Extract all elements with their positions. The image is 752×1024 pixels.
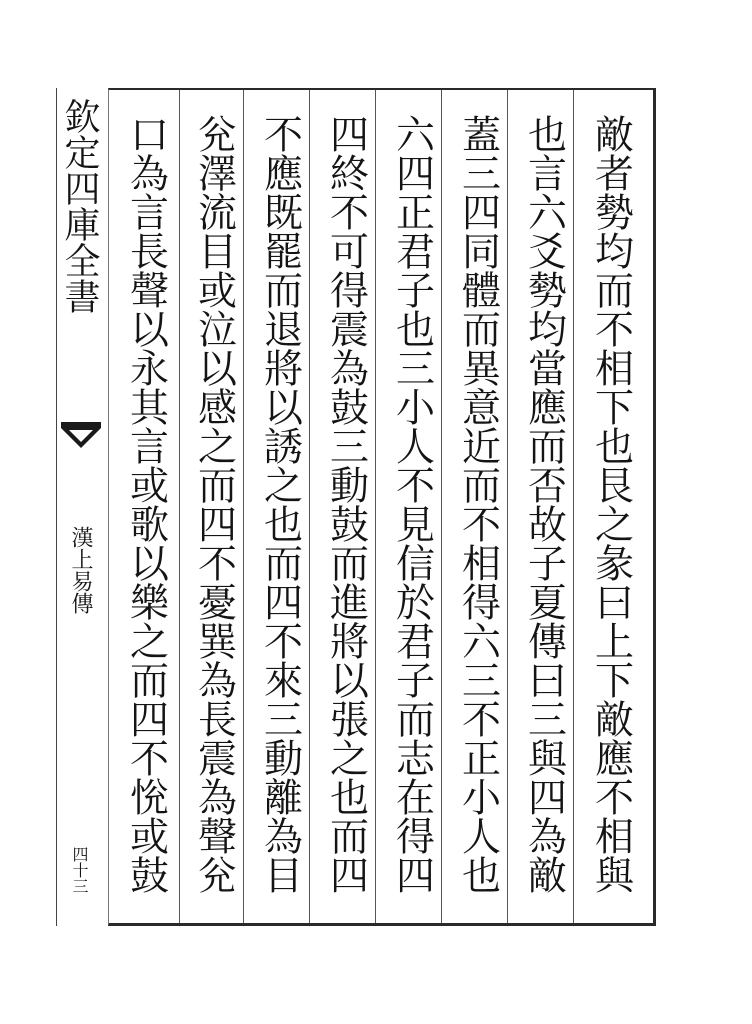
- column-text: 也言六爻勢均當應而否故子夏傳曰三與四為敵: [521, 114, 567, 894]
- text-column-2: [514, 114, 574, 904]
- text-frame: [108, 88, 656, 926]
- text-column-6: [250, 114, 310, 904]
- book-subtitle: 漢上易傳: [68, 526, 93, 614]
- column-text: 敵者勢均而不相下也艮之彖曰上下敵應不相與: [588, 114, 634, 894]
- page-number: 四十三: [70, 846, 89, 894]
- column-text: 兊澤流目或泣以感之而四不憂巽為長震為聲兊: [191, 114, 237, 894]
- column-text: 四終不可得震為鼓三動鼓而進將以張之也而四: [323, 114, 369, 894]
- text-column-4: [382, 114, 442, 904]
- column-text: 不應既罷而退將以誘之也而四不來三動離為目: [257, 114, 303, 894]
- book-title: 欽定四庫全書: [59, 98, 100, 314]
- text-column-3: [448, 114, 508, 904]
- column-text: 六四正君子也三小人不見信於君子而志在得四: [389, 114, 435, 894]
- page-margin: [56, 88, 106, 926]
- text-column-7: [184, 114, 244, 904]
- fish-tail-mark-icon: [59, 418, 103, 454]
- text-column-8: [116, 114, 176, 904]
- text-column-1: [581, 114, 641, 904]
- column-divider: [179, 90, 180, 923]
- column-text: 口為言長聲以永其言或歌以樂之而四不恱或鼓: [123, 114, 169, 894]
- column-text: 蓋三四同體而異意近而不相得六三不正小人也: [455, 114, 501, 894]
- text-column-5: [316, 114, 376, 904]
